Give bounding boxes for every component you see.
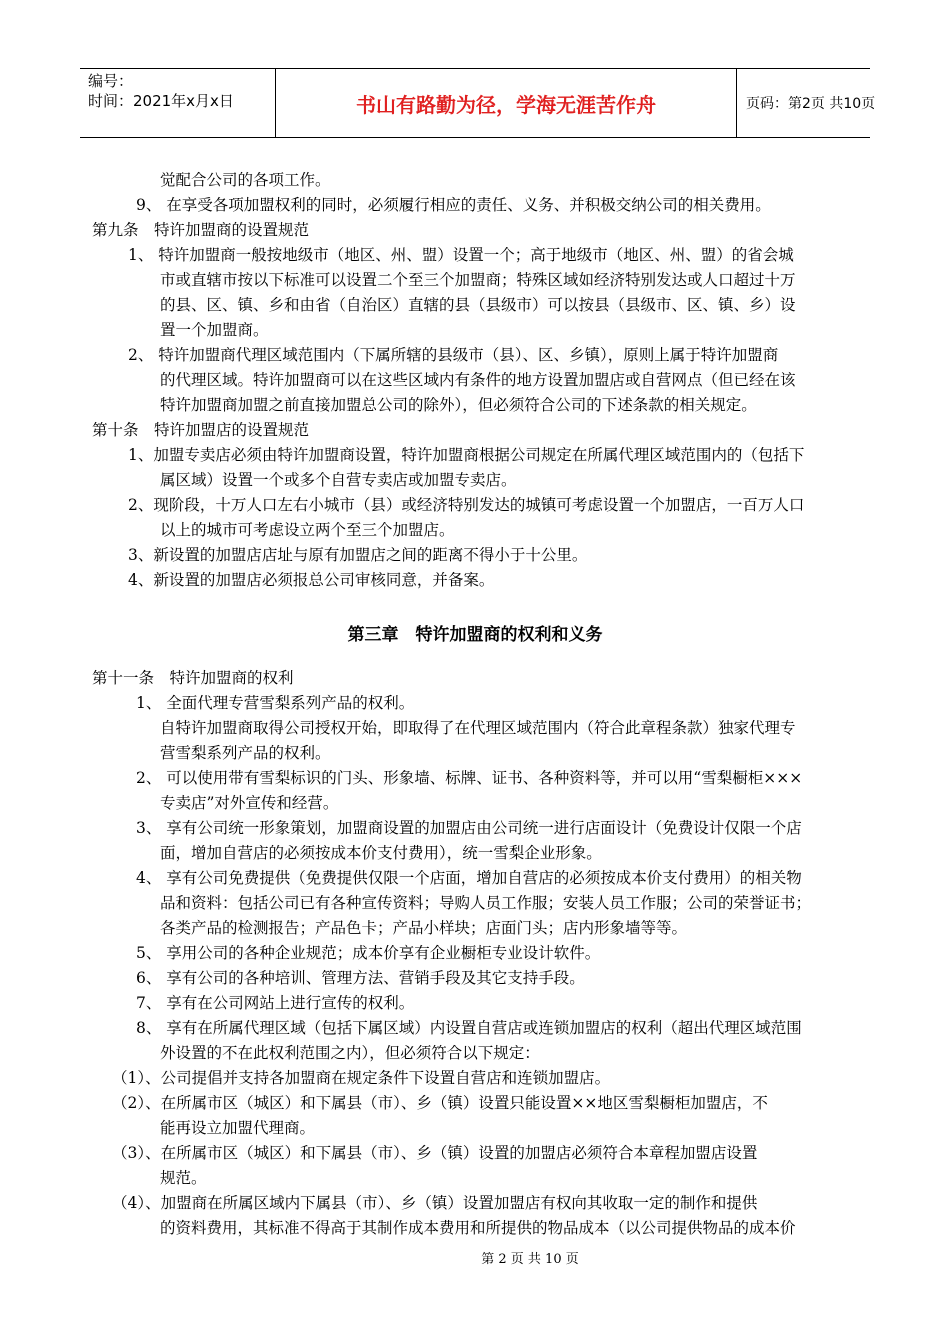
article-heading: 第十条 特许加盟店的设置规范 xyxy=(92,421,310,439)
text-line: 的代理区域。特许加盟商可以在这些区域内有条件的地方设置加盟店或自营网点（但已经在该 xyxy=(160,371,796,389)
text-line: 觉配合公司的各项工作。 xyxy=(160,171,331,189)
text-line: （1）、公司提倡并支持各加盟商在规定条件下设置自营店和连锁加盟店。 xyxy=(112,1069,611,1087)
text-line: 外设置的不在此权利范围之内），但必须符合以下规定： xyxy=(160,1044,540,1062)
text-line: （3）、在所属市区（城区）和下属县（市）、乡（镇）设置的加盟店必须符合本章程加盟店设置 xyxy=(112,1144,758,1162)
text-line: （4）、加盟商在所属区域内下属县（市）、乡（镇）设置加盟店有权向其收取一定的制作和提供 xyxy=(112,1194,758,1212)
text-line: 营雪梨系列产品的权利。 xyxy=(160,744,331,762)
text-line: 1、 特许加盟商一般按地级市（地区、州、盟）设置一个；高于地级市（地区、州、盟）的省会城 xyxy=(128,246,794,264)
text-line: 2、现阶段，十万人口左右小城市（县）或经济特别发达的城镇可考虑设置一个加盟店，一百万人口 xyxy=(128,496,805,514)
document-date: 时间：2021年x月x日 xyxy=(88,92,234,110)
header-meta xyxy=(80,69,276,137)
text-line: 6、 享有公司的各种培训、管理方法、营销手段及其它支持手段。 xyxy=(136,969,585,987)
header-page-number: 页码：第2页 共10页 xyxy=(746,96,876,112)
text-line: 2、 特许加盟商代理区域范围内（下属所辖的县级市（县）、区、乡镇），原则上属于特许加盟商 xyxy=(128,346,779,364)
text-line: 1、 全面代理专营雪梨系列产品的权利。 xyxy=(136,694,415,712)
text-line: 8、 享有在所属代理区域（包括下属区域）内设置自营店或连锁加盟店的权利（超出代理区域范围 xyxy=(136,1019,802,1037)
text-line: 能再设立加盟代理商。 xyxy=(160,1119,316,1137)
text-line: 4、 享有公司免费提供（免费提供仅限一个店面，增加自营店的必须按成本价支付费用）的相关物 xyxy=(136,869,802,887)
text-line: 置一个加盟商。 xyxy=(160,321,269,339)
text-line: 9、 在享受各项加盟权利的同时，必须履行相应的责任、义务、并积极交纳公司的相关费用。 xyxy=(136,196,771,214)
text-line: 2、 可以使用带有雪梨标识的门头、形象墙、标牌、证书、各种资料等，并可以用“雪梨橱柜××× xyxy=(136,769,803,787)
text-line: 专卖店”对外宣传和经营。 xyxy=(160,794,339,812)
article-heading: 第九条 特许加盟商的设置规范 xyxy=(92,221,310,239)
page-header xyxy=(80,68,876,138)
text-line: 4、新设置的加盟店必须报总公司审核同意，并备案。 xyxy=(128,571,495,589)
text-line: 3、 享有公司统一形象策划，加盟商设置的加盟店由公司统一进行店面设计（免费设计仅限一个店 xyxy=(136,819,802,837)
text-line: 市或直辖市按以下标准可以设置二个至三个加盟商；特殊区域如经济特别发达或人口超过十万 xyxy=(160,271,796,289)
article-heading: 第十一条 特许加盟商的权利 xyxy=(92,669,294,687)
text-line: 的县、区、镇、乡和由省（自治区）直辖的县（县级市）可以按县（县级市、区、镇、乡）设 xyxy=(160,296,796,314)
text-line: 特许加盟商加盟之前直接加盟总公司的除外），但必须符合公司的下述条款的相关规定。 xyxy=(160,396,757,414)
text-line: 属区域）设置一个或多个自营专卖店或加盟专卖店。 xyxy=(160,471,517,489)
text-line: 5、 享用公司的各种企业规范；成本价享有企业橱柜专业设计软件。 xyxy=(136,944,601,962)
text-line: 的资料费用，其标准不得高于其制作成本费用和所提供的物品成本（以公司提供物品的成本价 xyxy=(160,1219,796,1237)
text-line: 自特许加盟商取得公司授权开始，即取得了在代理区域范围内（符合此章程条款）独家代理专 xyxy=(160,719,796,737)
text-line: 7、 享有在公司网站上进行宣传的权利。 xyxy=(136,994,415,1012)
text-line: 3、新设置的加盟店店址与原有加盟店之间的距离不得小于十公里。 xyxy=(128,546,588,564)
chapter-title: 第三章 特许加盟商的权利和义务 xyxy=(347,625,603,645)
page-footer: 第 2 页 共 10 页 xyxy=(481,1252,579,1267)
text-line: （2）、在所属市区（城区）和下属县（市）、乡（镇）设置只能设置××地区雪梨橱柜加盟店，不 xyxy=(112,1094,768,1112)
text-line: 各类产品的检测报告；产品色卡；产品小样块；店面门头；店内形象墙等等。 xyxy=(160,919,688,937)
text-line: 面，增加自营店的必须按成本价支付费用），统一雪梨企业形象。 xyxy=(160,844,602,862)
text-line: 规范。 xyxy=(160,1169,207,1187)
text-line: 品和资料：包括公司已有各种宣传资料；导购人员工作服；安装人员工作服；公司的荣誉证书； xyxy=(160,894,812,912)
text-line: 1、加盟专卖店必须由特许加盟商设置，特许加盟商根据公司规定在所属代理区域范围内的（包括下 xyxy=(128,446,805,464)
document-number: 编号： xyxy=(88,72,134,90)
text-line: 以上的城市可考虑设立两个至三个加盟店。 xyxy=(160,521,455,539)
header-motto: 书山有路勤为径，学海无涯苦作舟 xyxy=(276,69,737,137)
